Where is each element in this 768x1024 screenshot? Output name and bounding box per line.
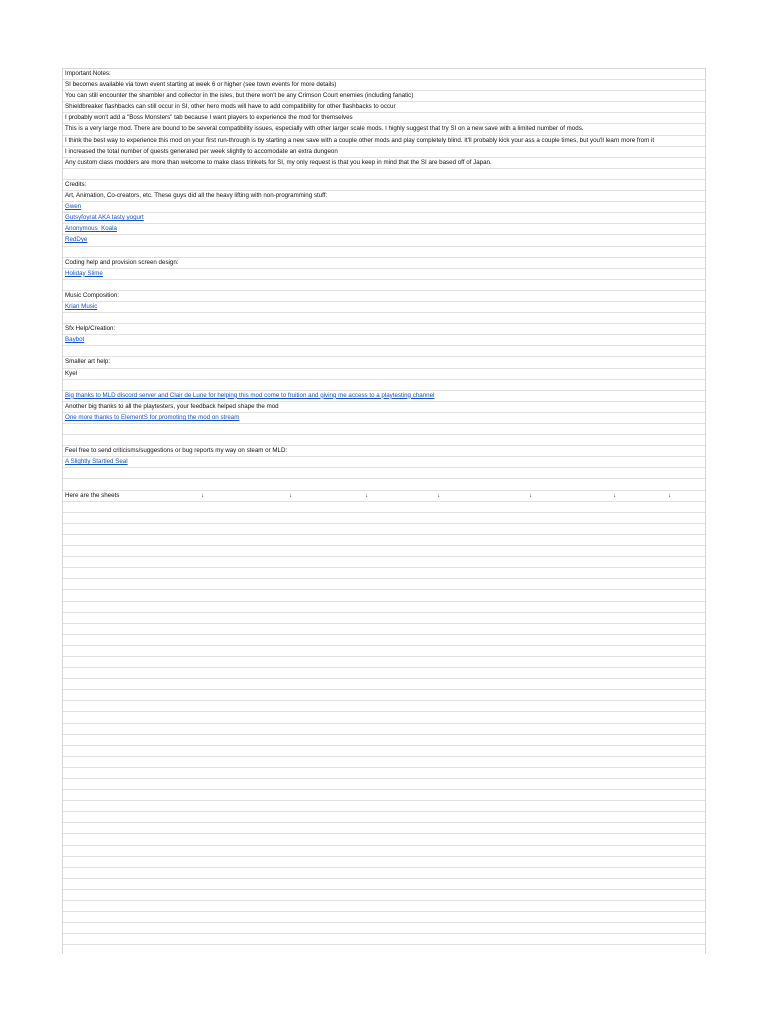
sheet-row[interactable] [63,568,705,579]
sheet-link[interactable]: Gutsyfoyrat AKA tasty yogurt [65,214,144,222]
sheet-row[interactable] [63,513,705,524]
sheet-cell-text: Here are the sheets [65,491,120,499]
sheet-cell-text: Sfx Help/Creation: [65,325,116,333]
down-arrow-icon: ↓ [201,491,205,499]
sheet-row[interactable] [63,213,705,224]
sheet-row[interactable] [63,124,705,135]
sheet-link[interactable]: One more thanks to ElementS for promoting the mod on stream [65,413,240,421]
sheet-row[interactable] [63,879,705,890]
sheet-row[interactable] [63,413,705,424]
sheet-row[interactable] [63,668,705,679]
sheet-row[interactable] [63,446,705,457]
down-arrow-icon: ↓ [668,491,672,499]
sheet-row[interactable] [63,202,705,213]
sheet-row[interactable] [63,890,705,901]
sheet-row[interactable] [63,846,705,857]
sheet-cell-text: Any custom class modders are more than welcome to make class trinkets for SI, my only request is that you keep in mind that the SI are based off of Japan. [65,158,492,166]
sheet-row[interactable] [63,269,705,280]
sheet-cell-text: SI becomes available via town event starting at week 6 or higher (see town events for more details) [65,81,337,89]
down-arrow-icon: ↓ [289,491,293,499]
down-arrow-icon: ↓ [437,491,441,499]
sheet-row[interactable] [63,402,705,413]
sheet-row[interactable] [63,923,705,934]
sheet-cell-text: Smaller art help: [65,358,111,366]
sheet-cell-text: Shieldbreaker flashbacks can still occur in SI, other hero mods will have to add compatibility for other flashbacks to occur [65,103,396,111]
sheet-row[interactable] [63,147,705,158]
sheet-link[interactable]: Baybot [65,336,85,344]
sheet-row[interactable] [63,180,705,191]
spreadsheet-grid [62,68,706,954]
sheet-row[interactable] [63,712,705,723]
sheet-row[interactable] [63,224,705,235]
sheet-cell-text: This is a very large mod. There are bound to be several compatibility issues, especially with other larger scale mods. I highly suggest that try SI on a new save with a limited number of mods. [65,125,584,133]
sheet-row[interactable] [63,834,705,845]
sheet-row[interactable] [63,546,705,557]
sheet-row[interactable] [63,779,705,790]
sheet-row[interactable] [63,158,705,169]
sheet-row[interactable] [63,235,705,246]
sheet-row[interactable] [63,724,705,735]
sheet-row[interactable] [63,768,705,779]
sheet-cell-text: Another big thanks to all the playtesters, your feedback helped shape the mod [65,402,279,410]
sheet-row[interactable] [63,613,705,624]
sheet-link[interactable]: Krian Music [65,302,98,310]
sheet-row[interactable] [63,524,705,535]
sheet-row[interactable] [63,701,705,712]
sheet-row[interactable] [63,280,705,291]
sheet-row[interactable] [63,424,705,435]
sheet-row[interactable] [63,635,705,646]
sheet-row[interactable] [63,324,705,335]
down-arrow-icon: ↓ [529,491,533,499]
sheet-cell-text: Music Composition: [65,291,119,299]
sheet-row[interactable] [63,468,705,479]
down-arrow-icon: ↓ [365,491,369,499]
sheet-row[interactable] [63,535,705,546]
sheet-cell-text: I probably won't add a "Boss Monsters" tab because I want players to experience the mod for themselves [65,114,353,122]
sheet-row[interactable] [63,435,705,446]
sheet-row[interactable] [63,491,705,502]
sheet-row[interactable] [63,302,705,313]
sheet-row[interactable] [63,391,705,402]
sheet-row[interactable] [63,91,705,102]
sheet-row[interactable] [63,313,705,324]
sheet-row[interactable] [63,136,705,147]
sheet-cell-text: Important Notes: [65,70,111,77]
sheet-cell-text: Credits: [65,180,87,188]
sheet-row[interactable] [63,557,705,568]
sheet-cell-text: Coding help and provision screen design: [65,258,179,266]
sheet-row[interactable] [63,590,705,601]
sheet-row[interactable] [63,102,705,113]
sheet-row[interactable] [63,679,705,690]
sheet-row[interactable] [63,690,705,701]
sheet-cell-text: I increased the total number of quests generated per week slightly to accomodate an extra dungeon [65,147,338,155]
sheet-row[interactable] [63,579,705,590]
sheet-row[interactable] [63,69,705,80]
sheet-row[interactable] [63,247,705,258]
sheet-row[interactable] [63,258,705,269]
sheet-row[interactable] [63,812,705,823]
sheet-row[interactable] [63,735,705,746]
sheet-row[interactable] [63,801,705,812]
sheet-row[interactable] [63,80,705,91]
sheet-row[interactable] [63,479,705,490]
sheet-row[interactable] [63,657,705,668]
sheet-link[interactable]: A Slightly Startled Seal [65,458,128,466]
sheet-link[interactable]: Holiday Slime [65,269,103,277]
sheet-cell-text: Art, Animation, Co-creators, etc. These guys did all the heavy lifting with non-programming stuff: [65,192,328,200]
sheet-row[interactable] [63,945,705,954]
sheet-row[interactable] [63,757,705,768]
sheet-row[interactable] [63,912,705,923]
sheet-row[interactable] [63,624,705,635]
sheet-row[interactable] [63,790,705,801]
sheet-cell-text: Kyel [65,369,78,377]
sheet-row[interactable] [63,380,705,391]
sheet-row[interactable] [63,457,705,468]
sheet-row[interactable] [63,901,705,912]
sheet-row[interactable] [63,335,705,346]
sheet-row[interactable] [63,169,705,180]
sheet-link[interactable]: Anonymous_Koala [65,225,117,233]
sheet-link[interactable]: Big thanks to MLD discord server and Clair de Lune for helping this mod come to fruition and giving me access to a playtesting channel [65,391,435,399]
sheet-link[interactable]: RedDye [65,236,88,244]
sheet-row[interactable] [63,746,705,757]
sheet-cell-text: Feel free to send criticisms/suggestions or bug reports my way on steam or MLD: [65,447,288,455]
sheet-row[interactable] [63,502,705,513]
sheet-row[interactable] [63,868,705,879]
down-arrow-icon: ↓ [613,491,617,499]
sheet-row[interactable] [63,857,705,868]
sheet-row[interactable] [63,191,705,202]
sheet-row[interactable] [63,346,705,357]
sheet-row[interactable] [63,602,705,613]
sheet-row[interactable] [63,369,705,380]
sheet-row[interactable] [63,823,705,834]
sheet-row[interactable] [63,646,705,657]
sheet-row[interactable] [63,934,705,945]
sheet-link[interactable]: Gwen [65,203,82,211]
sheet-row[interactable] [63,291,705,302]
sheet-cell-text: You can still encounter the shambler and collector in the isles, but there won't be any Crimson Court enemies (including fanatic) [65,92,414,100]
sheet-cell-text: I think the best way to experience this mod on your first run-through is by starting a new save with a couple other mods and play completely blind. It'll probably kick your ass a couple times, but you'll learn more from it [65,136,655,144]
sheet-row[interactable] [63,357,705,368]
sheet-row[interactable] [63,113,705,124]
